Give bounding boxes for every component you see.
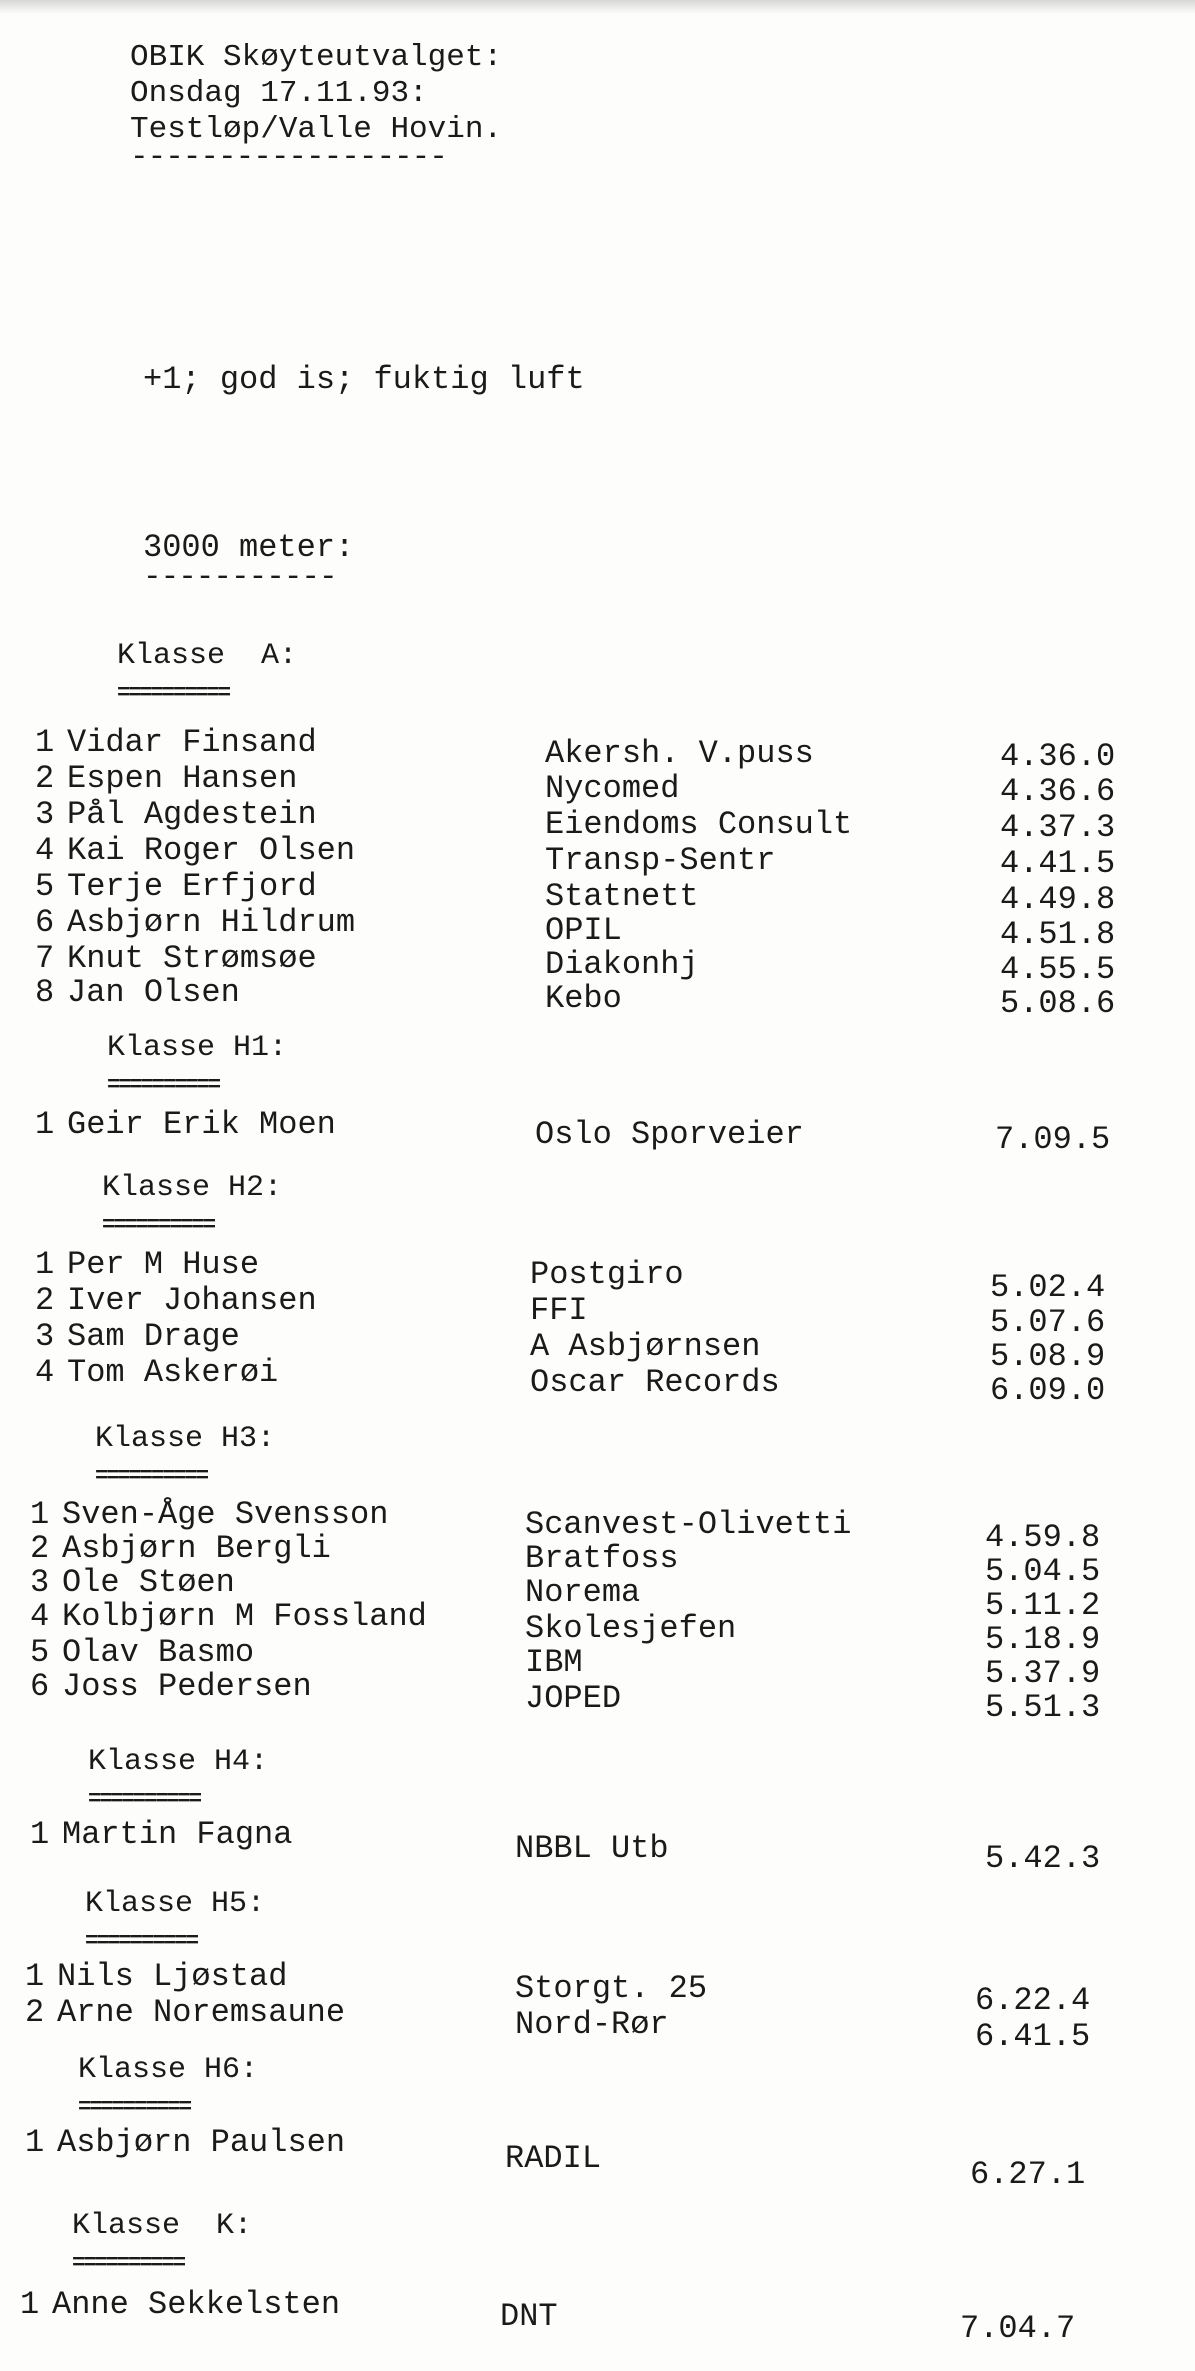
result-name: Iver Johansen — [67, 1282, 317, 1319]
result-place: 5 — [30, 1634, 50, 1671]
result-name: Espen Hansen — [67, 760, 298, 797]
class-underline: ========== — [117, 681, 230, 706]
result-name: Terje Erfjord — [67, 868, 317, 905]
result-club: Kebo — [545, 980, 622, 1017]
class-heading: Klasse H2: — [102, 1171, 283, 1205]
result-place: 1 — [35, 1246, 55, 1283]
result-place: 7 — [35, 940, 55, 977]
result-place: 2 — [35, 760, 55, 797]
result-time: 4.37.3 — [1000, 809, 1116, 846]
result-time: 5.02.4 — [990, 1269, 1106, 1306]
result-time: 4.36.6 — [1000, 773, 1116, 810]
class-heading: Klasse H4: — [88, 1745, 269, 1779]
result-club: Oscar Records — [530, 1364, 780, 1401]
class-underline: ========== — [72, 2251, 185, 2276]
class-heading: Klasse H5: — [85, 1887, 266, 1921]
result-club: A Asbjørnsen — [530, 1328, 761, 1365]
result-time: 5.08.6 — [1000, 985, 1116, 1022]
class-heading: Klasse K: — [72, 2209, 253, 2243]
result-club: Postgiro — [530, 1256, 684, 1293]
class-heading: Klasse H3: — [95, 1422, 276, 1456]
result-name: Geir Erik Moen — [67, 1106, 336, 1143]
result-time: 6.22.4 — [975, 1982, 1091, 2019]
result-time: 4.55.5 — [1000, 951, 1116, 988]
result-club: Akersh. V.puss — [545, 735, 814, 772]
result-place: 6 — [30, 1668, 50, 1705]
result-place: 4 — [30, 1598, 50, 1635]
result-place: 1 — [30, 1816, 50, 1853]
result-time: 7.09.5 — [995, 1121, 1111, 1158]
conditions-note: +1; god is; fuktig luft — [143, 361, 585, 398]
class-underline: ========== — [88, 1787, 201, 1812]
result-club: RADIL — [505, 2140, 602, 2177]
result-place: 1 — [25, 2124, 45, 2161]
result-club: Bratfoss — [525, 1540, 679, 1577]
result-name: Pål Agdestein — [67, 796, 317, 833]
result-time: 4.49.8 — [1000, 881, 1116, 918]
result-name: Knut Strømsøe — [67, 940, 317, 977]
result-club: OPIL — [545, 912, 622, 949]
result-name: Martin Fagna — [62, 1816, 293, 1853]
result-place: 1 — [20, 2286, 40, 2323]
result-time: 5.42.3 — [985, 1840, 1101, 1877]
result-club: NBBL Utb — [515, 1830, 669, 1867]
result-name: Kolbjørn M Fossland — [62, 1598, 427, 1635]
class-underline: ========== — [85, 1929, 198, 1954]
class-heading: Klasse H6: — [78, 2053, 259, 2087]
result-time: 5.18.9 — [985, 1621, 1101, 1658]
result-club: Norema — [525, 1574, 641, 1611]
class-underline: ========== — [107, 1073, 220, 1098]
distance-title: 3000 meter: — [143, 529, 355, 566]
result-time: 6.27.1 — [970, 2156, 1086, 2193]
result-club: Diakonhj — [545, 946, 699, 983]
header-underline: ------------------ — [130, 140, 447, 175]
result-time: 5.11.2 — [985, 1587, 1101, 1624]
result-club: Oslo Sporveier — [535, 1116, 804, 1153]
result-time: 5.37.9 — [985, 1655, 1101, 1692]
result-name: Tom Askerøi — [67, 1354, 279, 1391]
result-time: 5.08.9 — [990, 1338, 1106, 1375]
result-place: 1 — [35, 724, 55, 761]
result-name: Vidar Finsand — [67, 724, 317, 761]
result-name: Per M Huse — [67, 1246, 260, 1283]
result-club: IBM — [525, 1644, 583, 1681]
result-place: 1 — [35, 1106, 55, 1143]
class-underline: ========== — [102, 1213, 215, 1238]
result-time: 7.04.7 — [960, 2310, 1076, 2347]
class-underline: ========== — [95, 1464, 208, 1489]
class-underline: ========== — [78, 2095, 191, 2120]
result-place: 6 — [35, 904, 55, 941]
result-name: Anne Sekkelsten — [52, 2286, 341, 2323]
result-time: 5.07.6 — [990, 1304, 1106, 1341]
result-place: 2 — [35, 1282, 55, 1319]
result-club: Skolesjefen — [525, 1610, 737, 1647]
result-time: 4.41.5 — [1000, 845, 1116, 882]
result-name: Sven-Åge Svensson — [62, 1496, 389, 1533]
result-club: FFI — [530, 1292, 588, 1329]
result-name: Asbjørn Bergli — [62, 1530, 331, 1567]
result-name: Jan Olsen — [67, 974, 240, 1011]
result-name: Joss Pedersen — [62, 1668, 312, 1705]
result-place: 2 — [30, 1530, 50, 1567]
result-club: Transp-Sentr — [545, 842, 776, 879]
result-time: 6.41.5 — [975, 2018, 1091, 2055]
distance-underline: ----------- — [143, 560, 337, 595]
result-club: JOPED — [525, 1680, 622, 1717]
result-name: Asbjørn Paulsen — [57, 2124, 346, 2161]
result-place: 8 — [35, 974, 55, 1011]
result-place: 5 — [35, 868, 55, 905]
result-time: 4.36.0 — [1000, 738, 1116, 775]
result-club: Nycomed — [545, 770, 680, 807]
result-club: Scanvest-Olivetti — [525, 1506, 852, 1543]
header-line-2: Onsdag 17.11.93: — [130, 76, 428, 111]
result-name: Nils Ljøstad — [57, 1958, 288, 1995]
result-name: Arne Noremsaune — [57, 1994, 346, 2031]
result-club: Nord-Rør — [515, 2006, 669, 2043]
result-place: 4 — [35, 1354, 55, 1391]
result-place: 3 — [30, 1564, 50, 1601]
result-place: 3 — [35, 796, 55, 833]
result-club: Eiendoms Consult — [545, 806, 853, 843]
header-line-1: OBIK Skøyteutvalget: — [130, 40, 503, 75]
result-name: Ole Støen — [62, 1564, 235, 1601]
result-name: Olav Basmo — [62, 1634, 255, 1671]
result-time: 4.59.8 — [985, 1519, 1101, 1556]
result-time: 5.51.3 — [985, 1689, 1101, 1726]
result-name: Kai Roger Olsen — [67, 832, 356, 869]
result-time: 5.04.5 — [985, 1553, 1101, 1590]
result-time: 4.51.8 — [1000, 916, 1116, 953]
class-heading: Klasse A: — [117, 639, 298, 673]
result-club: Storgt. 25 — [515, 1970, 708, 2007]
header-line-3: Testløp/Valle Hovin. — [130, 112, 503, 147]
result-place: 4 — [35, 832, 55, 869]
result-club: Statnett — [545, 878, 699, 915]
result-time: 6.09.0 — [990, 1372, 1106, 1409]
scan-edge — [0, 0, 1195, 14]
result-club: DNT — [500, 2298, 558, 2335]
class-heading: Klasse H1: — [107, 1031, 288, 1065]
result-place: 1 — [25, 1958, 45, 1995]
result-name: Asbjørn Hildrum — [67, 904, 356, 941]
result-place: 3 — [35, 1318, 55, 1355]
result-place: 1 — [30, 1496, 50, 1533]
result-place: 2 — [25, 1994, 45, 2031]
result-name: Sam Drage — [67, 1318, 240, 1355]
